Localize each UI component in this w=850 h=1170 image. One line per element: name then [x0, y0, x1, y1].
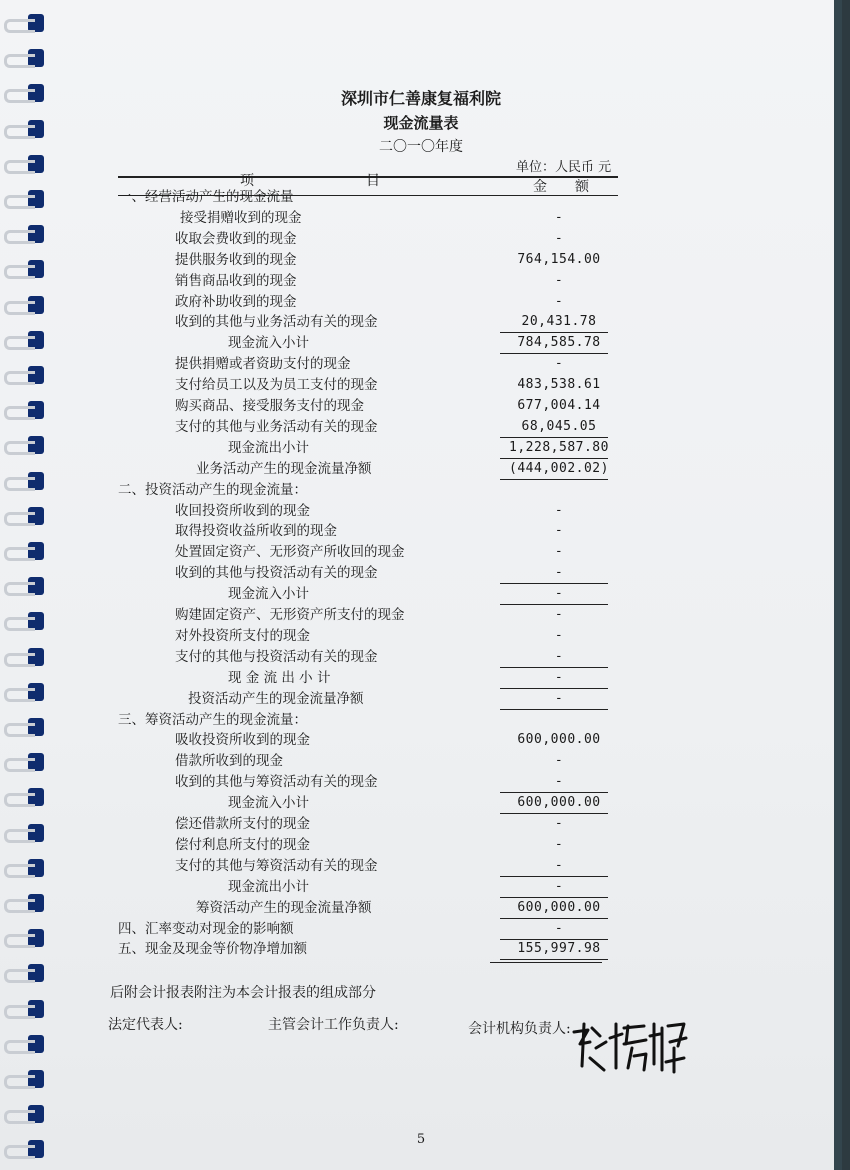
- row-label: 政府补助收到的现金: [175, 293, 297, 310]
- row-label: 收到的其他与筹资活动有关的现金: [175, 774, 378, 791]
- row-label: 筹资活动产生的现金流量净额: [196, 899, 372, 916]
- row-amount: 600,000.00: [517, 732, 601, 748]
- row-amount: -: [554, 586, 564, 602]
- binding-wire: [4, 19, 35, 33]
- row-label: 支付给员工以及为员工支付的现金: [175, 377, 378, 394]
- table-row: [0, 877, 842, 897]
- table-row: [0, 668, 842, 688]
- table-row: [0, 459, 842, 479]
- row-label: 购建固定资产、无形资产所支付的现金: [175, 607, 405, 623]
- footnote: 后附会计报表附注为本会计报表的组成部分: [110, 985, 376, 1001]
- row-label: 五、现金及现金等价物净增加额: [118, 941, 307, 958]
- row-label: 收到的其他与投资活动有关的现金: [175, 565, 378, 582]
- table-row: [0, 647, 842, 667]
- amount-underline: [500, 353, 608, 354]
- table-row: [0, 271, 842, 291]
- table-row: [0, 689, 842, 709]
- statement-title: 现金流量表: [383, 114, 459, 132]
- row-amount: 68,045.05: [521, 418, 597, 434]
- amount-underline: [500, 667, 608, 668]
- amount-underline: [500, 332, 608, 333]
- binding-wire: [4, 1110, 35, 1124]
- table-row: [0, 856, 842, 876]
- row-amount: -: [554, 753, 564, 769]
- row-label: 偿还借款所支付的现金: [175, 816, 310, 832]
- row-label: 现金流出小计: [228, 439, 309, 456]
- row-amount: -: [554, 774, 564, 790]
- table-row: [0, 939, 842, 959]
- row-amount: 483,538.61: [517, 377, 601, 393]
- amount-underline: [500, 458, 608, 459]
- row-amount: 764,154.00: [517, 251, 601, 267]
- table-row: [0, 208, 842, 228]
- amount-underline: [500, 813, 608, 814]
- table-row: [0, 542, 842, 562]
- row-label: 对外投资所支付的现金: [175, 627, 310, 644]
- amount-underline: [500, 437, 608, 438]
- accounting-dept-head-label: 会计机构负责人:: [468, 1021, 571, 1037]
- table-row: [0, 333, 842, 353]
- amount-underline: [500, 604, 608, 605]
- amount-underline: [500, 688, 608, 689]
- row-label: 提供服务收到的现金: [175, 251, 297, 268]
- row-amount: -: [554, 502, 564, 518]
- row-amount: -: [554, 544, 564, 560]
- column-header-item: 项 目: [240, 173, 380, 189]
- amount-underline: [500, 959, 608, 960]
- binding-wire: [4, 1040, 35, 1054]
- table-row: [0, 501, 842, 521]
- amount-underline: [500, 897, 608, 898]
- table-row: [0, 835, 842, 855]
- table-row: [0, 751, 842, 771]
- binding-wire: [4, 54, 35, 68]
- table-row: [0, 438, 842, 458]
- table-row: [0, 584, 842, 604]
- binding-wire: [4, 160, 35, 174]
- cover-edge: [834, 0, 842, 1170]
- row-label: 销售商品收到的现金: [175, 272, 297, 289]
- table-row: [0, 626, 842, 646]
- table-row: [0, 898, 842, 918]
- row-label: 二、投资活动产生的现金流量：: [118, 481, 307, 498]
- row-amount: -: [554, 669, 564, 685]
- table-row: [0, 814, 842, 834]
- row-amount: -: [554, 878, 564, 894]
- table-row: [0, 354, 842, 374]
- table-row: [0, 312, 842, 332]
- row-amount: 20,431.78: [521, 314, 597, 330]
- row-amount: -: [554, 857, 564, 873]
- row-amount: 155,997.98: [517, 941, 601, 957]
- row-amount: 600,000.00: [517, 795, 601, 811]
- row-amount: -: [554, 523, 564, 539]
- row-label: 现金流入小计: [228, 586, 309, 603]
- row-label: 取得投资收益所收到的现金: [175, 523, 337, 540]
- table-row: [0, 375, 842, 395]
- organization-name: 深圳市仁善康复福利院: [340, 89, 501, 108]
- statement-year: 二〇一〇年度: [379, 139, 463, 155]
- table-row: [0, 772, 842, 792]
- row-label: 购买商品、接受服务支付的现金: [175, 398, 364, 414]
- table-row: [0, 292, 842, 312]
- row-label: 接受捐赠收到的现金: [180, 209, 302, 226]
- amount-underline: [500, 583, 608, 584]
- amount-underline: [500, 709, 608, 710]
- table-row: [0, 187, 842, 207]
- legal-representative-label: 法定代表人:: [108, 1017, 183, 1033]
- table-row: [0, 396, 842, 416]
- amount-underline: [500, 939, 608, 940]
- amount-underline: [500, 479, 608, 480]
- row-amount: -: [554, 230, 564, 246]
- table-row: [0, 250, 842, 270]
- row-amount: -: [554, 920, 564, 936]
- amount-double-underline: [490, 962, 602, 963]
- row-amount: -: [554, 272, 564, 288]
- row-amount: -: [554, 836, 564, 852]
- row-label: 现 金 流 出 小 计: [228, 669, 331, 686]
- table-row: [0, 521, 842, 541]
- row-amount: -: [554, 565, 564, 581]
- table-row: [0, 730, 842, 750]
- row-label: 业务活动产生的现金流量净额: [196, 460, 372, 477]
- row-label: 支付的其他与投资活动有关的现金: [175, 648, 378, 665]
- row-label: 四、汇率变动对现金的影响额: [118, 920, 294, 937]
- row-label: 现金流出小计: [228, 878, 309, 895]
- row-label: 收取会费收到的现金: [175, 230, 297, 247]
- row-amount: 1,228,587.80: [509, 439, 609, 455]
- row-label: 一、经营活动产生的现金流量: [118, 189, 294, 205]
- table-row: [0, 710, 842, 730]
- row-label: 收回投资所收到的现金: [175, 502, 310, 519]
- row-label: 三、筹资活动产生的现金流量：: [118, 711, 307, 728]
- row-amount: -: [554, 293, 564, 309]
- row-label: 偿付利息所支付的现金: [175, 836, 310, 853]
- row-amount: -: [554, 690, 564, 706]
- row-label: 现金流入小计: [228, 335, 309, 352]
- row-amount: 600,000.00: [517, 899, 601, 915]
- row-label: 支付的其他与业务活动有关的现金: [175, 418, 378, 435]
- page-number: 5: [416, 1132, 426, 1147]
- row-label: 吸收投资所收到的现金: [175, 732, 310, 749]
- table-row: [0, 919, 842, 939]
- amount-underline: [500, 918, 608, 919]
- row-amount: -: [554, 356, 564, 372]
- row-amount: -: [554, 648, 564, 664]
- column-header-amount: 金 额: [533, 179, 589, 195]
- currency-unit: 单位：人民币 元: [516, 160, 612, 175]
- binding-wire: [4, 1005, 35, 1019]
- row-amount: -: [554, 607, 564, 622]
- row-amount: (444,002.02): [509, 460, 609, 476]
- row-amount: -: [554, 627, 564, 643]
- row-amount: -: [554, 816, 564, 831]
- table-row: [0, 229, 842, 249]
- row-label: 借款所收到的现金: [175, 753, 283, 770]
- row-amount: -: [554, 209, 564, 225]
- row-label: 支付的其他与筹资活动有关的现金: [175, 857, 378, 874]
- row-label: 处置固定资产、无形资产所收回的现金: [175, 544, 405, 561]
- row-label: 投资活动产生的现金流量净额: [188, 690, 364, 707]
- binding-wire: [4, 969, 35, 983]
- binding-wire: [4, 1145, 35, 1159]
- table-row: [0, 417, 842, 437]
- row-amount: 784,585.78: [517, 335, 601, 351]
- accounting-supervisor-label: 主管会计工作负责人:: [268, 1017, 399, 1033]
- handwritten-signature: [570, 1018, 690, 1078]
- row-amount: 677,004.14: [517, 398, 601, 413]
- table-row: [0, 563, 842, 583]
- table-row: [0, 605, 842, 625]
- amount-underline: [500, 792, 608, 793]
- table-row: [0, 480, 842, 500]
- amount-underline: [500, 876, 608, 877]
- row-label: 现金流入小计: [228, 795, 309, 812]
- row-label: 提供捐赠或者资助支付的现金: [175, 356, 351, 373]
- binding-wire: [4, 1075, 35, 1089]
- table-row: [0, 793, 842, 813]
- row-label: 收到的其他与业务活动有关的现金: [175, 314, 378, 331]
